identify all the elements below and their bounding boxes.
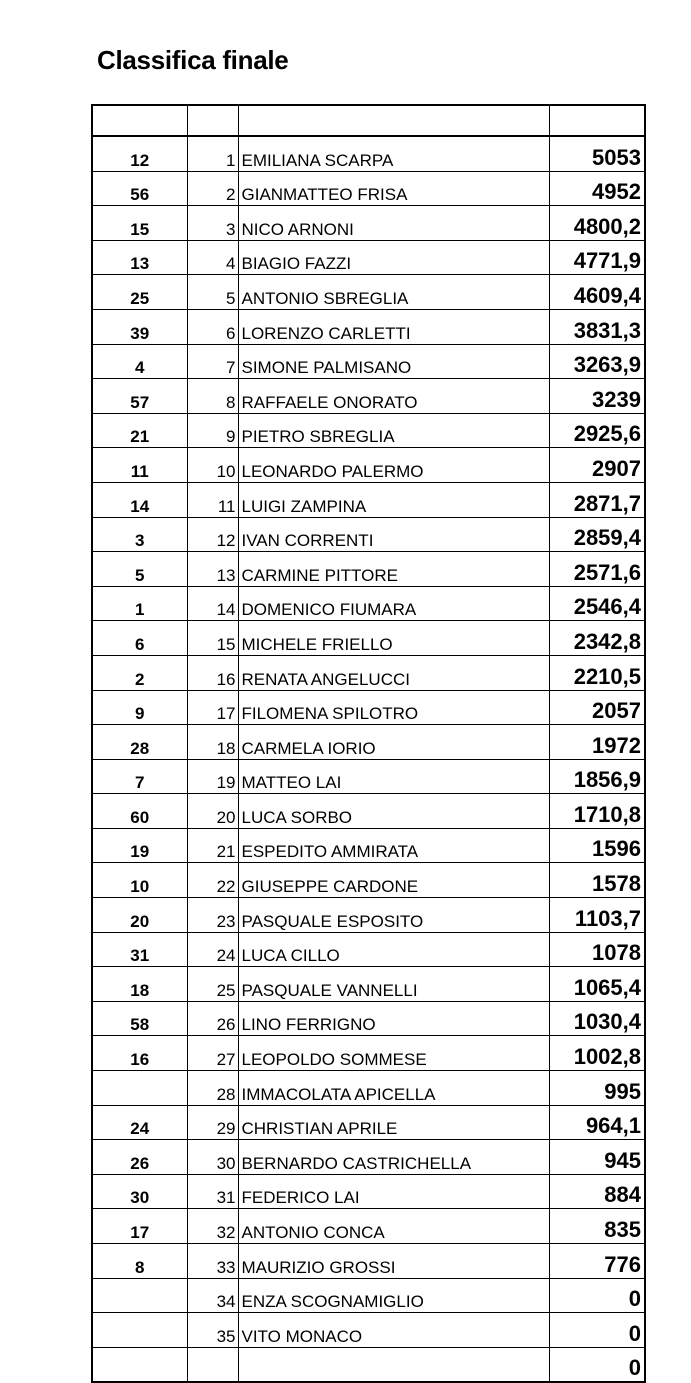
table-row	[92, 240, 645, 275]
row-number: 60	[92, 794, 187, 829]
row-score: 1002,8	[549, 1036, 645, 1071]
row-number: 10	[92, 863, 187, 898]
row-score: 0	[549, 1347, 645, 1382]
row-position: 2	[187, 171, 238, 206]
row-name: EMILIANA SCARPA	[238, 136, 549, 171]
row-score: 4609,4	[549, 275, 645, 310]
table-row	[92, 863, 645, 898]
table-row	[92, 344, 645, 379]
row-score: 2210,5	[549, 655, 645, 690]
table-row	[92, 967, 645, 1002]
row-position: 16	[187, 655, 238, 690]
row-name: LORENZO CARLETTI	[238, 309, 549, 344]
table-row	[92, 1105, 645, 1140]
row-score: 835	[549, 1209, 645, 1244]
table-row	[92, 171, 645, 206]
row-number: 4	[92, 344, 187, 379]
row-score: 4952	[549, 171, 645, 206]
row-name: FEDERICO LAI	[238, 1174, 549, 1209]
table-row	[92, 655, 645, 690]
row-position: 20	[187, 794, 238, 829]
table-row	[92, 1347, 645, 1382]
row-number: 56	[92, 171, 187, 206]
row-position: 9	[187, 413, 238, 448]
table-row	[92, 932, 645, 967]
row-name: CARMINE PITTORE	[238, 552, 549, 587]
row-name: PASQUALE VANNELLI	[238, 967, 549, 1002]
row-number: 6	[92, 621, 187, 656]
row-name: SIMONE PALMISANO	[238, 344, 549, 379]
row-name: LINO FERRIGNO	[238, 1001, 549, 1036]
row-number	[92, 1313, 187, 1348]
row-position: 32	[187, 1209, 238, 1244]
row-name: RENATA ANGELUCCI	[238, 655, 549, 690]
row-position: 6	[187, 309, 238, 344]
table-row	[92, 828, 645, 863]
table-row	[92, 621, 645, 656]
row-number: 12	[92, 136, 187, 171]
row-name: ANTONIO CONCA	[238, 1209, 549, 1244]
row-name: LUCA CILLO	[238, 932, 549, 967]
row-position: 25	[187, 967, 238, 1002]
row-name: MATTEO LAI	[238, 759, 549, 794]
table-row	[92, 1036, 645, 1071]
row-position: 33	[187, 1244, 238, 1279]
row-score: 2546,4	[549, 586, 645, 621]
table-row	[92, 1174, 645, 1209]
row-name: CARMELA IORIO	[238, 725, 549, 760]
row-number: 18	[92, 967, 187, 1002]
row-score: 4771,9	[549, 240, 645, 275]
row-number	[92, 1347, 187, 1382]
row-number: 9	[92, 690, 187, 725]
row-number: 30	[92, 1174, 187, 1209]
row-score: 2907	[549, 448, 645, 483]
row-name: MAURIZIO GROSSI	[238, 1244, 549, 1279]
table-row	[92, 1244, 645, 1279]
row-number: 8	[92, 1244, 187, 1279]
row-score: 2342,8	[549, 621, 645, 656]
row-position: 28	[187, 1071, 238, 1106]
row-score: 2057	[549, 690, 645, 725]
row-position: 12	[187, 517, 238, 552]
row-number: 31	[92, 932, 187, 967]
row-score: 995	[549, 1071, 645, 1106]
row-name: MICHELE FRIELLO	[238, 621, 549, 656]
row-name: LEOPOLDO SOMMESE	[238, 1036, 549, 1071]
standings-body	[92, 105, 645, 1382]
row-number: 28	[92, 725, 187, 760]
row-number: 3	[92, 517, 187, 552]
row-score: 964,1	[549, 1105, 645, 1140]
row-number: 14	[92, 482, 187, 517]
row-number: 21	[92, 413, 187, 448]
row-name: IMMACOLATA APICELLA	[238, 1071, 549, 1106]
row-number: 13	[92, 240, 187, 275]
table-row	[92, 1001, 645, 1036]
table-row	[92, 413, 645, 448]
row-position: 31	[187, 1174, 238, 1209]
row-score: 1030,4	[549, 1001, 645, 1036]
table-row	[92, 448, 645, 483]
row-name: FILOMENA SPILOTRO	[238, 690, 549, 725]
row-position: 11	[187, 482, 238, 517]
row-name: VITO MONACO	[238, 1313, 549, 1348]
header-cell-name	[238, 105, 549, 136]
row-position: 17	[187, 690, 238, 725]
row-score: 1103,7	[549, 898, 645, 933]
row-position: 5	[187, 275, 238, 310]
header-cell-position	[187, 105, 238, 136]
row-score: 3239	[549, 379, 645, 414]
row-score: 2859,4	[549, 517, 645, 552]
header-cell-number	[92, 105, 187, 136]
row-name: GIUSEPPE CARDONE	[238, 863, 549, 898]
table-header-row	[92, 105, 645, 136]
row-name: ANTONIO SBREGLIA	[238, 275, 549, 310]
table-row	[92, 379, 645, 414]
row-position: 19	[187, 759, 238, 794]
row-score: 1596	[549, 828, 645, 863]
row-position: 27	[187, 1036, 238, 1071]
row-name: LUIGI ZAMPINA	[238, 482, 549, 517]
row-score: 3263,9	[549, 344, 645, 379]
row-name: BIAGIO FAZZI	[238, 240, 549, 275]
row-position: 30	[187, 1140, 238, 1175]
row-number: 5	[92, 552, 187, 587]
row-score: 0	[549, 1313, 645, 1348]
row-score: 1578	[549, 863, 645, 898]
row-position: 35	[187, 1313, 238, 1348]
row-position: 10	[187, 448, 238, 483]
table-row	[92, 759, 645, 794]
row-number: 7	[92, 759, 187, 794]
row-position: 24	[187, 932, 238, 967]
row-position: 21	[187, 828, 238, 863]
header-cell-score	[549, 105, 645, 136]
table-row	[92, 898, 645, 933]
row-position: 18	[187, 725, 238, 760]
page-title: Classifica finale	[97, 45, 289, 75]
table-row	[92, 1071, 645, 1106]
row-position: 14	[187, 586, 238, 621]
row-number: 17	[92, 1209, 187, 1244]
standings-table	[91, 104, 646, 1383]
row-position: 8	[187, 379, 238, 414]
row-number: 19	[92, 828, 187, 863]
row-number: 15	[92, 206, 187, 241]
table-row	[92, 1313, 645, 1348]
table-row	[92, 1278, 645, 1313]
row-score: 1856,9	[549, 759, 645, 794]
table-row	[92, 275, 645, 310]
table-row	[92, 794, 645, 829]
row-score: 884	[549, 1174, 645, 1209]
row-name: DOMENICO FIUMARA	[238, 586, 549, 621]
row-position: 29	[187, 1105, 238, 1140]
table-row	[92, 1209, 645, 1244]
row-number: 57	[92, 379, 187, 414]
table-row	[92, 552, 645, 587]
row-number: 11	[92, 448, 187, 483]
row-number: 2	[92, 655, 187, 690]
row-name: IVAN CORRENTI	[238, 517, 549, 552]
row-number: 24	[92, 1105, 187, 1140]
row-position: 7	[187, 344, 238, 379]
row-name: GIANMATTEO FRISA	[238, 171, 549, 206]
table-row	[92, 690, 645, 725]
row-number: 1	[92, 586, 187, 621]
row-number: 16	[92, 1036, 187, 1071]
row-number: 26	[92, 1140, 187, 1175]
table-row	[92, 482, 645, 517]
row-position: 13	[187, 552, 238, 587]
row-number: 25	[92, 275, 187, 310]
row-name: ENZA SCOGNAMIGLIO	[238, 1278, 549, 1313]
row-score: 2571,6	[549, 552, 645, 587]
row-score: 945	[549, 1140, 645, 1175]
table-row	[92, 517, 645, 552]
table-row	[92, 309, 645, 344]
row-position: 15	[187, 621, 238, 656]
row-position: 34	[187, 1278, 238, 1313]
row-position: 1	[187, 136, 238, 171]
row-name: BERNARDO CASTRICHELLA	[238, 1140, 549, 1175]
row-number: 58	[92, 1001, 187, 1036]
row-number: 20	[92, 898, 187, 933]
table-row	[92, 206, 645, 241]
row-score: 1065,4	[549, 967, 645, 1002]
row-position: 4	[187, 240, 238, 275]
row-score: 1078	[549, 932, 645, 967]
row-score: 3831,3	[549, 309, 645, 344]
row-score: 0	[549, 1278, 645, 1313]
row-score: 776	[549, 1244, 645, 1279]
table-row	[92, 1140, 645, 1175]
table-row	[92, 586, 645, 621]
row-number	[92, 1278, 187, 1313]
row-score: 5053	[549, 136, 645, 171]
row-name: LUCA SORBO	[238, 794, 549, 829]
row-position: 3	[187, 206, 238, 241]
row-number: 39	[92, 309, 187, 344]
row-score: 2925,6	[549, 413, 645, 448]
table-row	[92, 725, 645, 760]
row-name: RAFFAELE ONORATO	[238, 379, 549, 414]
row-name: CHRISTIAN APRILE	[238, 1105, 549, 1140]
table-row	[92, 136, 645, 171]
row-name: LEONARDO PALERMO	[238, 448, 549, 483]
row-name: NICO ARNONI	[238, 206, 549, 241]
row-name: ESPEDITO AMMIRATA	[238, 828, 549, 863]
row-position: 26	[187, 1001, 238, 1036]
row-position	[187, 1347, 238, 1382]
row-score: 2871,7	[549, 482, 645, 517]
row-score: 1710,8	[549, 794, 645, 829]
row-name: PASQUALE ESPOSITO	[238, 898, 549, 933]
row-position: 22	[187, 863, 238, 898]
row-score: 4800,2	[549, 206, 645, 241]
row-name: PIETRO SBREGLIA	[238, 413, 549, 448]
row-name	[238, 1347, 549, 1382]
row-score: 1972	[549, 725, 645, 760]
row-number	[92, 1071, 187, 1106]
row-position: 23	[187, 898, 238, 933]
